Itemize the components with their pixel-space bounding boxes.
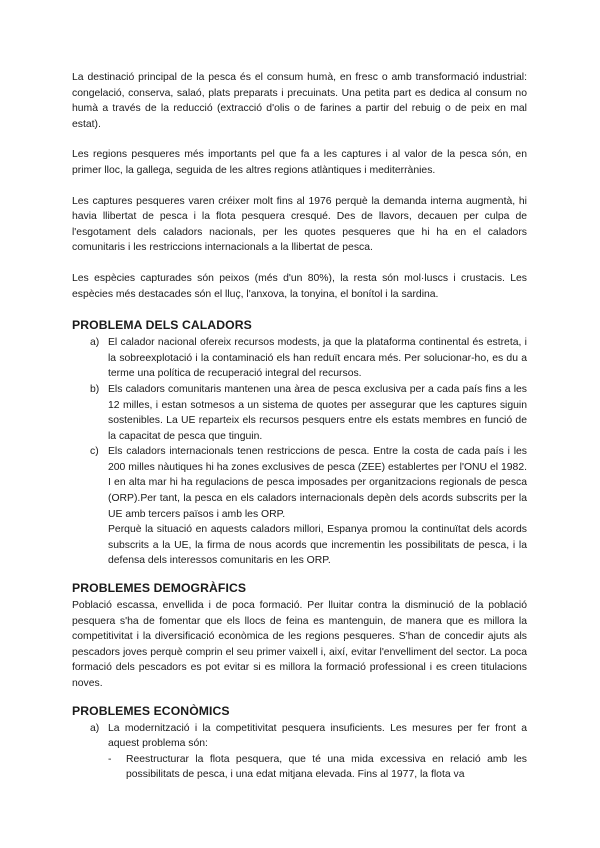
list-marker: b) — [90, 383, 100, 395]
dash-marker: - — [108, 753, 112, 765]
list-item — [72, 721, 527, 783]
list-item — [72, 335, 527, 382]
demografics-paragraph: Població escassa, envellida i de poca formació. Per lluitar contra la disminució de la població pesquera s'ha de fomentar que els llocs de feina es mantenguin, de manera que es millora la competitivitat i la diversificació econòmica de les regions pesqueres. S'han de concedir ajuts als pescadors joves perquè comprin el seu primer vaixell i, així, evitar l'envelliment del sector. La poca formació dels pescadors es pot evitar si es millora la formació professional i es creen titulacions noves. — [72, 600, 527, 689]
list-item-extra-text: Perquè la situació en aquests caladors millori, Espanya promou la continuïtat dels acords subscrits a la UE, la firma de nous acords que incrementin les possibilitats de pesca, i la defensa dels interessos comunitaris en les ORP. — [108, 524, 527, 567]
list-marker: a) — [90, 337, 100, 349]
section-heading-demografics: PROBLEMES DEMOGRÀFICS — [72, 581, 247, 596]
list-item — [72, 382, 527, 444]
intro-paragraph-1: La destinació principal de la pesca és el consum humà, en fresc o amb transformació industrial: congelació, conserva, salaó, plats preparats i precuinats. Una petita part es dedica al consum no humà a través de la reducció (extracció d'olis o de farines a partir del rebuig o de peix en mal estat). — [72, 72, 527, 130]
caladors-list — [72, 335, 527, 569]
economics-list — [72, 721, 527, 783]
list-marker: c) — [90, 446, 99, 458]
section-economics — [72, 703, 527, 783]
intro-paragraph-2: Les regions pesqueres més importants pel que fa a les captures i al valor de la pesca són, en primer lloc, la gallega, seguida de les altres regions atlàntiques i mediterrànies. — [72, 149, 527, 176]
document-page — [72, 70, 527, 794]
section-heading-caladors: PROBLEMA DELS CALADORS — [72, 318, 252, 333]
list-item-text: Els caladors comunitaris mantenen una àrea de pesca exclusiva per a cada país fins a les 12 milles, i estan sotmesos a un sistema de quotes per assegurar que les captures siguin sostenibles. La UE reparteix els recursos pesquers entre els estats membres en funció de la capacitat de pesca que tinguin. — [108, 383, 527, 442]
section-demografics — [72, 580, 527, 692]
list-item-text: Els caladors internacionals tenen restriccions de pesca. Entre la costa de cada país i les 200 milles nàutiques hi ha zones exclusives de pesca (ZEE) establertes per l'ONU el 1982. I en alta mar hi ha regulacions de pesca imposades per organitzacions regionals de pesca (ORP).Per tant, la pesca en els caladors internacionals depèn dels acords subscrits per la UE amb tercers països i amb les ORP. — [108, 446, 527, 520]
list-marker: a) — [90, 722, 100, 734]
intro-paragraph-4: Les espècies capturades són peixos (més d'un 80%), la resta són mol·luscs i crustacis. Les espècies més destacades són el lluç, l'anxova, la tonyina, el bonítol i la sardina. — [72, 272, 527, 300]
section-caladors — [72, 317, 527, 569]
section-heading-economics: PROBLEMES ECONÒMICS — [72, 703, 230, 718]
economics-sublist — [108, 752, 527, 783]
intro-paragraph-3: Les captures pesqueres varen créixer molt fins al 1976 perquè la demanda interna augmentà, hi havia llibertat de pesca i la flota pesquera cresqué. Des de llavors, decauen per culpa de l'esgotament dels caladors nacionals, per les quotes pesqueres que hi ha en el caladors comunitaris i les restriccions internacionals a la llibertat de pesca. — [72, 195, 527, 254]
sublist-item — [108, 752, 527, 783]
list-item-text: La modernització i la competitivitat pesquera insuficients. Les mesures per fer front a aquest problema són: — [108, 722, 527, 750]
list-item-text: El calador nacional ofereix recursos modests, ja que la plataforma continental és estreta, i la sobreexplotació i la contaminació els han reduït encara més. Per solucionar-ho, es du a terme una política de recuperació integral del recursos. — [108, 337, 527, 380]
list-item — [72, 444, 527, 569]
sublist-item-text: Reestructurar la flota pesquera, que té una mida excessiva en relació amb les possibilitats de pesca, i una edat mitjana elevada. Fins al 1977, la flota va — [126, 753, 527, 781]
